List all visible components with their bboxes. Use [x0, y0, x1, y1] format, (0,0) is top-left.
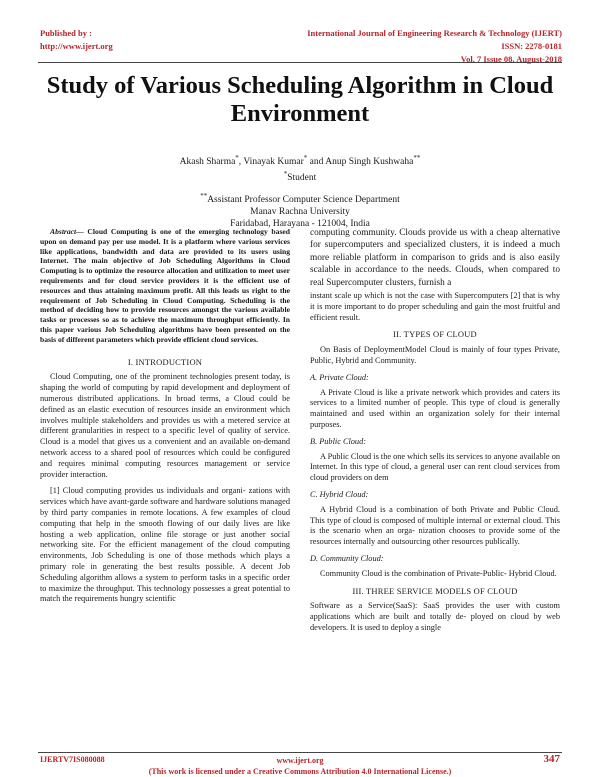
published-by: Published by :: [40, 28, 92, 38]
volume-issue: Vol. 7 Issue 08, August-2018: [460, 54, 562, 64]
author-1-mark: *: [235, 154, 239, 162]
types-intro: On Basis of DeploymentModel Cloud is mainly of four types Private, Public, Hybrid and Community.: [310, 345, 560, 366]
student-label: Student: [287, 173, 317, 184]
subsection-private: A. Private Cloud:: [310, 372, 369, 382]
footer-rule: [38, 752, 562, 753]
affiliation-student: [0, 168, 600, 184]
author-block: [0, 152, 600, 230]
paper-title: Study of Various Scheduling Algorithm in Cloud Environment: [46, 72, 554, 127]
footer-url[interactable]: www.ijert.org: [276, 756, 324, 765]
subsection-public: B. Public Cloud:: [310, 436, 366, 446]
author-and: and: [309, 157, 324, 168]
abstract-label: Abstract—: [50, 227, 84, 236]
footer-center: [0, 755, 600, 777]
subsection-hybrid: C. Hybrid Cloud:: [310, 489, 369, 499]
paper-id: IJERTV7IS080088: [40, 755, 105, 764]
author-2: Vinayak Kumar: [243, 157, 304, 168]
intro-paragraph-2: [1] Cloud computing provides us individuals and organi- zations with services which have avant-garde software and hardware solutions managed by third party companies in remote locations. A few examples of cloud computing that help in the smooth flowing of our daily lives are like hosting a web application, online file storage or just another social networking site. For the efficient management of the cloud computing environments, Job Scheduling is one of those methods which plays a primary role in generating the best results possible. A decent Job Scheduling algorithm allows a system to perform tasks in a specific order to maximize the throughput. This technology possesses a great potential to match the requirements hungry scientific: [40, 486, 290, 604]
position-mark: **: [200, 192, 208, 201]
author-sep: ,: [238, 157, 242, 168]
left-column: [40, 227, 290, 611]
affiliation-address: Faridabad, Harayana - 121004, India: [230, 219, 370, 230]
journal-url[interactable]: http://www.ijert.org: [40, 41, 113, 51]
student-mark: *: [283, 170, 288, 179]
right-column: [310, 227, 560, 640]
issn: ISSN: 2278-0181: [501, 41, 562, 51]
author-3-mark: **: [413, 154, 421, 162]
author-3: Anup Singh Kushwaha: [325, 157, 414, 168]
continued-paragraph-2: instant scale up which is not the case with Supercomputers [2] that is why it is more important to do proper scheduling and gain the most fruitful and efficient result.: [310, 291, 560, 322]
header-right: [307, 27, 562, 66]
public-cloud-text: A Public Cloud is the one which sells its services to anyone available on Internet. In this type of cloud, a general user can rent cloud services from cloud providers on dem: [310, 451, 560, 483]
affiliation-university: Manav Rachna University: [250, 207, 350, 218]
intro-paragraph-1: Cloud Computing, one of the prominent technologies present today, is shaping the world of computing by rapid development and deployment of numerous distributed applications. In broad terms, a Cloud could be defined as an elastic execution of resources inside an environment which involves multiple stakeholders and provides us with a metered service at different granularities in respect to a specific level of quality of service. Cloud is a model that gives us a convenient and an available on-demand network access to a shared pool of resources which could be configured and requires minimal computing resources management or service provider interaction.: [40, 372, 290, 479]
subsection-community: D. Community Cloud:: [310, 553, 384, 563]
section-heading-introduction: I. INTRODUCTION: [127, 356, 203, 367]
private-cloud-text: A Private Cloud is like a private network which provides and caters its services to a limited number of people. This type of cloud is generally maintained and used within an organization solely for their internal purposes.: [310, 387, 560, 429]
abstract: [40, 227, 290, 345]
section-heading-types: II. TYPES OF CLOUD: [393, 329, 477, 340]
journal-name: International Journal of Engineering Research & Technology (IJERT): [307, 28, 562, 38]
author-line: [0, 152, 600, 168]
continued-paragraph: computing community. Clouds provide us with a cheap alternative for supercomputers and specialized clusters, it is indeed a much more reliable platform in comparison to grids and is also easily scalable in accordance to the needs. Clouds, when compared to real Supercomputer clusters, furnish a: [310, 228, 560, 288]
author-2-mark: *: [303, 154, 308, 162]
community-cloud-text: Community Cloud is the combination of Private-Public- Hybrid Cloud.: [320, 568, 557, 578]
page-number: 347: [543, 753, 560, 765]
hybrid-cloud-text: A Hybrid Cloud is a combination of both Private and Public Cloud. This type of cloud is composed of multiple internal or external cloud. This is the scenario when an orga- nization chooses to provide some of the resources internally and outsourcing other resources publically.: [310, 504, 560, 547]
header-rule: [38, 62, 562, 63]
affiliation-position: [0, 190, 600, 206]
abstract-text: Cloud Computing is one of the emerging technology based upon on demand pay per use model. It is a platform where various services like applications, bandwidth and data are provided to its users using Internet. The main objective of Job Scheduling Algorithms in Cloud Computing is to optimize the resource allocation and utilization to meet user requirements and for cloud service providers it is the efficient use of resources and thus attaining maximum profit. All this leads us right to the requirement of Job Scheduling in Cloud Computing. Scheduling is the method of deciding how to provide resources amongst the various available tasks or processes so as to achieve the maximum throughput efficiently. In this paper various Job Scheduling algorithms have been presented on the basis of different parameters which provide efficient cloud services.: [40, 227, 290, 344]
section-heading-service-models: III. THREE SERVICE MODELS OF CLOUD: [352, 585, 518, 596]
author-1: Akash Sharma: [179, 157, 236, 168]
service-models-text: Software as a Service(SaaS): SaaS provides the user with custom applications which are built and totally de- ployed on cloud by web developers. It is used to deploy a single: [310, 601, 560, 632]
position-label: Assistant Professor Computer Science Department: [207, 195, 400, 206]
license-note: (This work is licensed under a Creative Commons Attribution 4.0 International License.): [148, 767, 452, 776]
header-left: [40, 27, 113, 53]
